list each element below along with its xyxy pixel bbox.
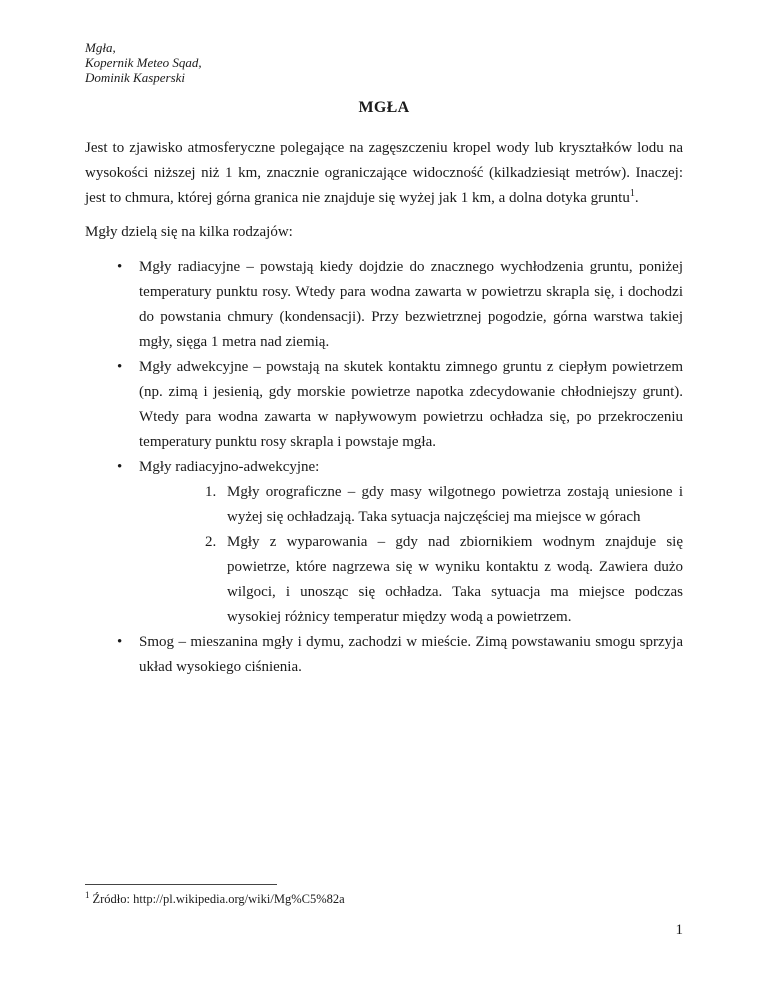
author-block	[85, 40, 683, 85]
bullet-item-adwekcyjne	[85, 355, 683, 455]
bullet-text: Mgły radiacyjno-adwekcyjne:	[139, 459, 320, 475]
numbered-text: Mgły z wyparowania – gdy nad zbiornikiem wodnym znajduje się powietrze, które nagrzewa się w wyniku kontaktu z wodą. Zawiera dużo wilgoci, i unosząc się ochładza. Taka sytuacja ma miejsce podczas wysokiej różnicy temperatur między wodą a powietrzem.	[227, 534, 683, 625]
number-label: 1.	[205, 484, 217, 500]
bullet-icon: •	[117, 634, 123, 650]
footnote-line	[85, 891, 683, 908]
footnote	[85, 884, 683, 908]
bullet-item-smog	[85, 630, 683, 680]
intro-paragraph	[85, 136, 683, 211]
footnote-text: Źródło: http://pl.wikipedia.org/wiki/Mg%C5%82a	[92, 892, 345, 906]
author-line-name: Dominik Kasperski	[85, 70, 186, 85]
footnote-marker: 1	[85, 889, 90, 900]
footnote-separator	[85, 884, 277, 885]
document-title: MGŁA	[358, 99, 410, 116]
lead-paragraph: Mgły dzielą się na kilka rodzajów:	[85, 224, 293, 240]
number-label: 2.	[205, 534, 217, 550]
bullet-icon: •	[117, 259, 123, 275]
author-line-team: Kopernik Meteo Sqad,	[85, 55, 202, 70]
fog-types-list	[85, 255, 683, 680]
numbered-item-orograficzne	[85, 480, 683, 530]
intro-text: Jest to zjawisko atmosferyczne polegające na zagęszczeniu kropel wody lub kryształków lodu na wysokości niższej niż 1 km, znacznie ograniczające widoczność (kilkadziesiąt metrów). Inaczej: jest to chmura, której górna granica nie znajduje się wyżej jak 1 km, a dolna dotyka gruntu	[85, 140, 683, 206]
bullet-text: Mgły adwekcyjne – powstają na skutek kontaktu zimnego gruntu z ciepłym powietrzem (np. zimą i jesienią, gdy morskie powietrze napotka zdecydowanie chłodniejszy grunt). Wtedy para wodna zawarta w napływowym powietrzu ochładza się, po przekroczeniu temperatury punktu rosy skrapla i powstaje mgła.	[139, 359, 683, 450]
bullet-text: Smog – mieszanina mgły i dymu, zachodzi w mieście. Zimą powstawaniu smogu sprzyja układ wysokiego ciśnienia.	[139, 634, 683, 675]
bullet-item-radiacyjne	[85, 255, 683, 355]
author-line-project: Mgła,	[85, 40, 116, 55]
bullet-icon: •	[117, 359, 123, 375]
bullet-item-radiacyjno-adwekcyjne	[85, 455, 683, 480]
footnote-ref-superscript: 1	[629, 188, 635, 199]
page-number: 1	[675, 922, 683, 938]
numbered-text: Mgły orograficzne – gdy masy wilgotnego powietrza zostają uniesione i wyżej się ochładzają. Taka sytuacja najczęściej ma miejsce w górach	[227, 484, 683, 525]
document-content	[85, 40, 683, 680]
intro-tail: .	[634, 190, 639, 206]
numbered-item-z-wyparowania	[85, 530, 683, 630]
bullet-text: Mgły radiacyjne – powstają kiedy dojdzie do znacznego wychłodzenia gruntu, poniżej temperatury punktu rosy. Wtedy para wodna zawarta w powietrzu skrapla się, i dochodzi do powstania chmury (kondensacji). Przy bezwietrznej pogodzie, górna warstwa takiej mgły, sięga 1 metra nad ziemią.	[139, 259, 683, 350]
bullet-icon: •	[117, 459, 123, 475]
